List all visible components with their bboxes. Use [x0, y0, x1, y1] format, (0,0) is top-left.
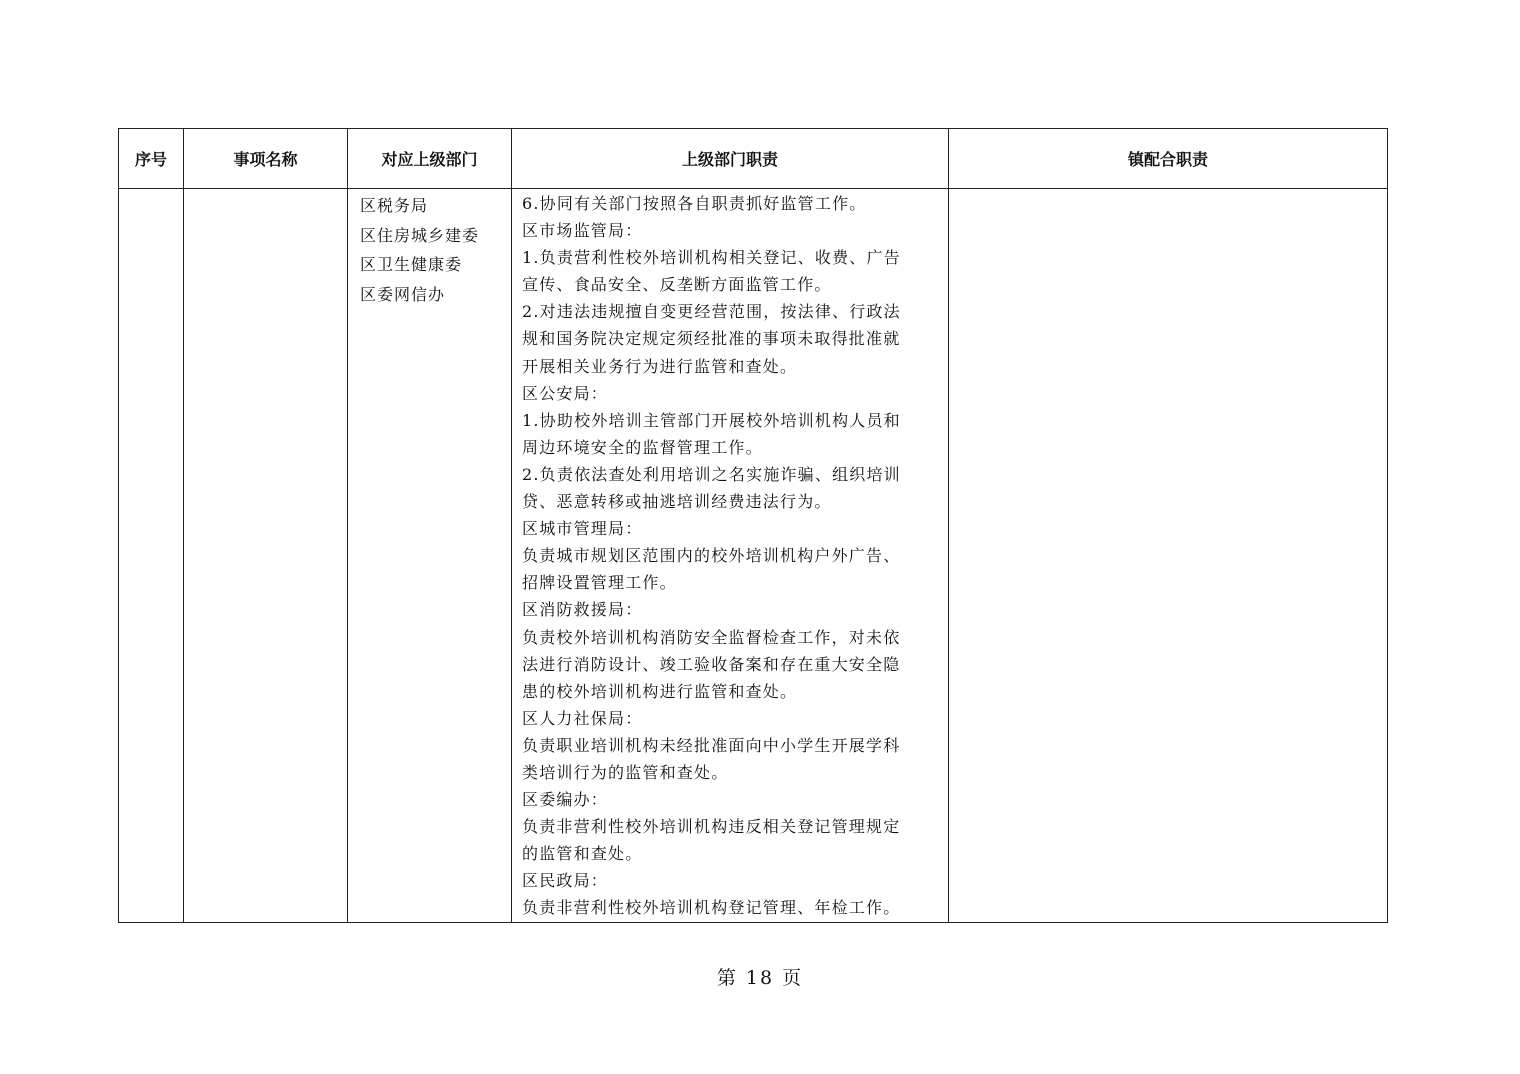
dept-item: 区委网信办: [360, 284, 446, 304]
superior-dept-list: [348, 189, 511, 309]
cell-town-duties: [949, 189, 1388, 923]
duty-line: 6.协同有关部门按照各自职责抓好监管工作。: [522, 194, 867, 213]
cell-superior-duties: [512, 189, 949, 923]
header-town-duties: 镇配合职责: [949, 129, 1388, 189]
duty-line: 的监管和查处。: [522, 844, 643, 864]
duty-line: 负责城市规划区范围内的校外培训机构户外广告、: [522, 546, 901, 566]
duty-line: 负责职业培训机构未经批准面向中小学生开展学科: [522, 735, 901, 755]
duty-line: 负责校外培训机构消防安全监督检查工作，对未依: [522, 627, 901, 647]
duty-line: 区公安局：: [522, 383, 609, 403]
duty-line: 宣传、食品安全、反垄断方面监管工作。: [522, 275, 832, 295]
duty-line: 周边环境安全的监督管理工作。: [522, 437, 763, 457]
header-seq: 序号: [119, 129, 184, 189]
duty-line: 规和国务院决定规定须经批准的事项未取得批准就: [522, 329, 901, 349]
duty-line: 区民政局：: [522, 871, 609, 891]
duty-line: 1.协助校外培训主管部门开展校外培训机构人员和: [522, 410, 901, 430]
duty-line: 区城市管理局：: [522, 519, 643, 539]
duty-line: 区委编办：: [522, 790, 609, 810]
dept-item: 区住房城乡建委: [360, 225, 480, 245]
duty-line: 区人力社保局：: [522, 708, 643, 728]
superior-duties-text: [512, 189, 948, 922]
duty-line: 2.对违法违规擅自变更经营范围，按法律、行政法: [522, 302, 901, 322]
cell-seq: [119, 189, 184, 923]
duty-line: 负责非营利性校外培训机构违反相关登记管理规定: [522, 817, 901, 837]
header-item-name: 事项名称: [184, 129, 348, 189]
duty-line: 贷、恶意转移或抽逃培训经费违法行为。: [522, 492, 832, 512]
cell-superior-depts: [348, 189, 512, 923]
dept-item: 区卫生健康委: [360, 255, 463, 274]
duty-line: 患的校外培训机构进行监管和查处。: [522, 681, 798, 701]
duty-line: 1.负责营利性校外培训机构相关登记、收费、广告: [522, 248, 901, 268]
header-superior-dept: 对应上级部门: [348, 129, 512, 189]
duty-line: 类培训行为的监管和查处。: [522, 762, 729, 782]
duty-line: 开展相关业务行为进行监管和查处。: [522, 356, 798, 376]
table-row: [119, 189, 1388, 923]
duty-line: 招牌设置管理工作。: [522, 573, 677, 593]
table-header-row: [119, 129, 1388, 189]
page-number: 第 18 页: [716, 967, 804, 989]
dept-item: 区税务局: [360, 196, 429, 215]
duty-line: 2.负责依法查处利用培训之名实施诈骗、组织培训: [522, 464, 901, 484]
duty-line: 区市场监管局：: [522, 221, 643, 241]
cell-item-name: [184, 189, 348, 923]
duties-table: [118, 128, 1388, 923]
duty-line: 负责非营利性校外培训机构登记管理、年检工作。: [522, 898, 901, 918]
header-superior-duties: 上级部门职责: [512, 129, 949, 189]
duty-line: 法进行消防设计、竣工验收备案和存在重大安全隐: [522, 654, 901, 674]
duty-line: 区消防救援局：: [522, 600, 643, 620]
